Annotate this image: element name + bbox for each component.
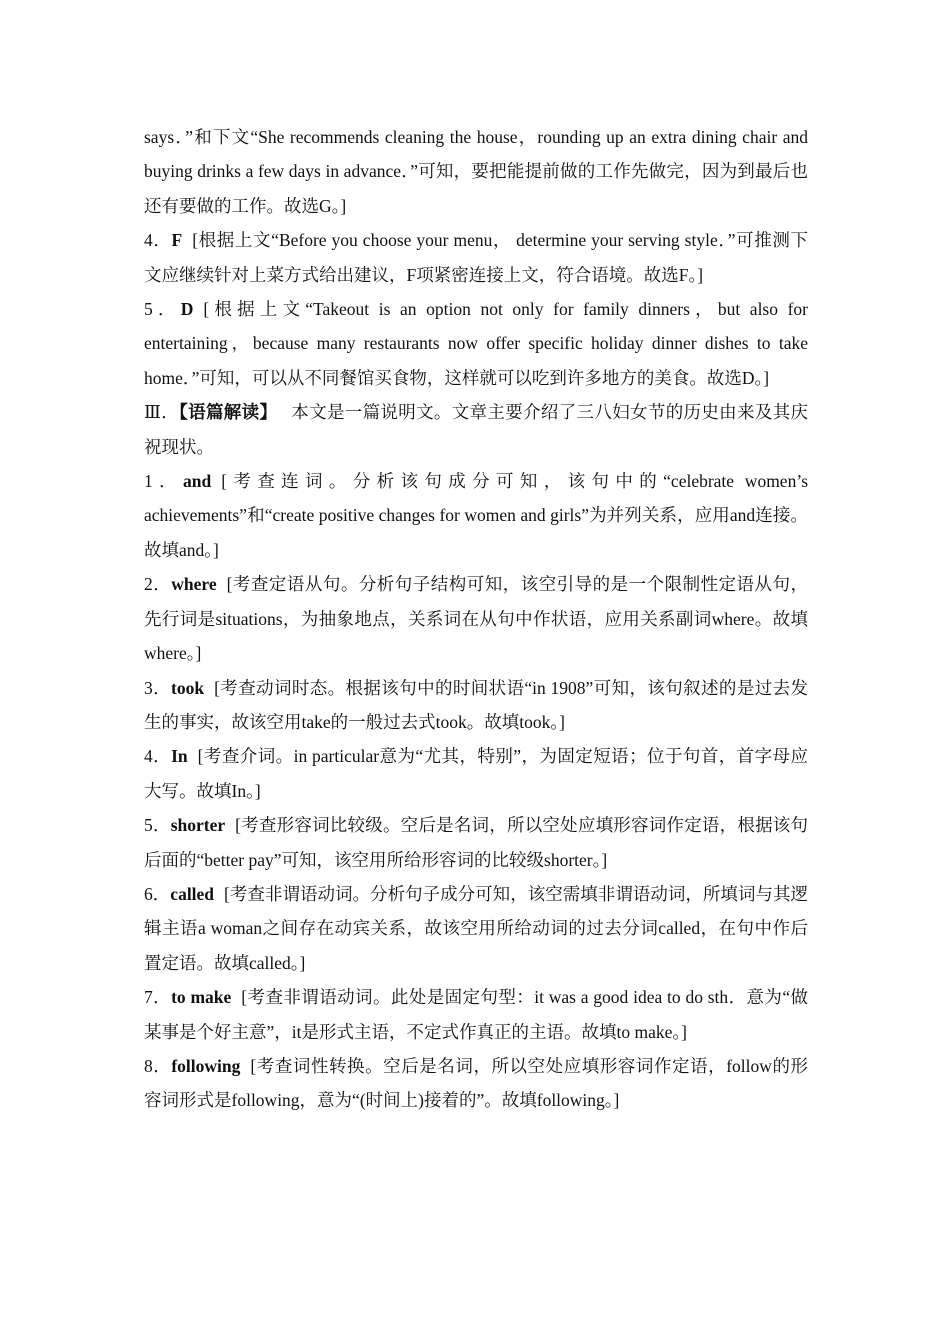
item-explanation: [考查非谓语动词。分析句子成分可知，该空需填非谓语动词，所填词与其逻辑主语a woman之间存在动宾关系，故该空用所给动词的过去分词called，在句中作后置定语。故填called。] bbox=[144, 883, 809, 973]
item-number: 8． bbox=[144, 1055, 172, 1076]
item-answer: where bbox=[171, 574, 217, 595]
paragraph-text: says．”和下文“She recommends cleaning the house，rounding up an extra dining chair and buying drinks a few days in advance．”可知，要把能提前做的工作先做完，因为到最后也还有要做的工作。故选G。] bbox=[144, 127, 808, 216]
section-heading: 【语篇解读】 bbox=[179, 402, 278, 423]
item-answer: called bbox=[170, 883, 215, 904]
item-answer: F bbox=[171, 230, 183, 251]
item-number: 7． bbox=[144, 987, 172, 1008]
item-answer: to make bbox=[171, 987, 232, 1008]
item-answer: shorter bbox=[170, 815, 226, 836]
item-answer: D bbox=[180, 299, 194, 320]
item-answer: and bbox=[183, 471, 212, 492]
item-number: 5． bbox=[144, 815, 171, 836]
item-number: 3． bbox=[144, 677, 172, 698]
answer-item-6-called bbox=[144, 877, 808, 980]
paragraph-continuation bbox=[144, 120, 808, 223]
item-answer: following bbox=[171, 1055, 241, 1076]
item-explanation: [考查词性转换。空后是名词，所以空处应填形容词作定语，follow的形容词形式是following，意为“(时间上)接着的”。故填following。] bbox=[144, 1055, 809, 1111]
item-number: 4． bbox=[144, 746, 172, 767]
item-explanation: [考查非谓语动词。此处是固定句型：it was a good idea to do sth．意为“做某事是个好主意”，it是形式主语，不定式作真正的主语。故填to make。] bbox=[144, 987, 809, 1042]
item-explanation: [根据上文“Takeout is an option not only for family dinners，but also for entertaining，because many restaurants now offer specific holiday dinner dishes to take home．”可知，可以从不同餐馆买食物，这样就可以吃到许多地方的美食。故选D。] bbox=[144, 299, 808, 388]
answer-item-5-shorter bbox=[144, 808, 808, 877]
item-number: 2． bbox=[144, 574, 172, 595]
answer-item-3-took bbox=[144, 671, 808, 740]
item-explanation: [根据上文“Before you choose your menu， determine your serving style．”可推测下文应继续针对上菜方式给出建议，F项紧密连接上文，符合语境。故选F。] bbox=[144, 230, 809, 285]
section-iii-heading bbox=[144, 395, 808, 464]
answer-item-4-f bbox=[144, 223, 808, 292]
item-explanation: [考查连词。分析该句成分可知，该句中的“celebrate women’s achievements”和“create positive changes for women and girls”为并列关系，应用and连接。故填and。] bbox=[144, 471, 809, 560]
item-explanation: [考查介词。in particular意为“尤其，特别”，为固定短语；位于句首，首字母应大写。故填In。] bbox=[144, 746, 808, 801]
item-explanation: [考查定语从句。分析句子结构可知，该空引导的是一个限制性定语从句，先行词是situations，为抽象地点，关系词在从句中作状语，应用关系副词where。故填where。] bbox=[144, 574, 809, 664]
item-answer: In bbox=[171, 746, 188, 767]
answer-item-7-to-make bbox=[144, 980, 808, 1049]
item-explanation: [考查形容词比较级。空后是名词，所以空处应填形容词作定语，根据该句后面的“better pay”可知，该空用所给形容词的比较级shorter。] bbox=[144, 815, 809, 870]
section-summary: 本文是一篇说明文。文章主要介绍了三八妇女节的历史由来及其庆祝现状。 bbox=[144, 402, 809, 457]
answer-item-8-following bbox=[144, 1049, 808, 1118]
answer-item-2-where bbox=[144, 567, 808, 670]
section-number: Ⅲ． bbox=[144, 402, 180, 423]
answer-item-1-and bbox=[144, 464, 808, 567]
item-number: 4． bbox=[144, 230, 172, 251]
document-page bbox=[144, 120, 808, 1118]
item-explanation: [考查动词时态。根据该句中的时间状语“in 1908”可知，该句叙述的是过去发生的事实，故该空用take的一般过去式took。故填took。] bbox=[144, 677, 808, 732]
answer-item-4-in bbox=[144, 739, 808, 808]
item-number: 1． bbox=[144, 471, 183, 492]
answer-item-5-d bbox=[144, 292, 808, 395]
item-number: 5． bbox=[144, 299, 181, 320]
item-number: 6． bbox=[144, 883, 171, 904]
item-answer: took bbox=[171, 677, 205, 698]
